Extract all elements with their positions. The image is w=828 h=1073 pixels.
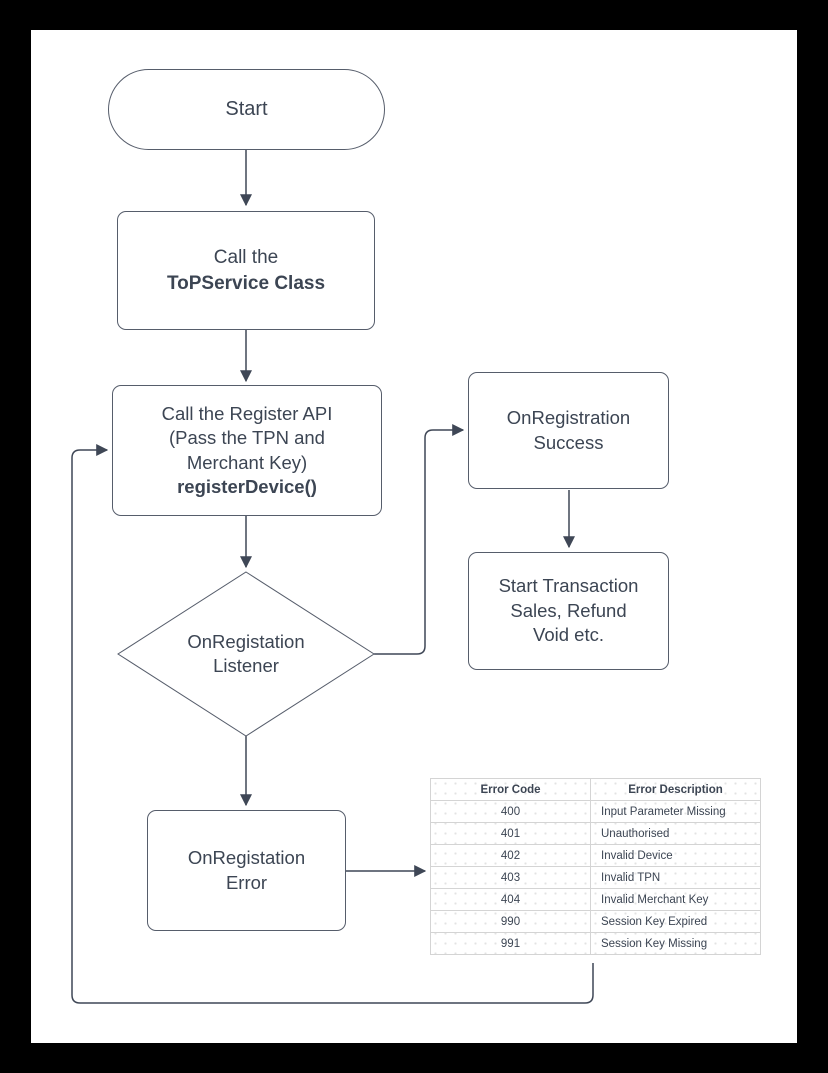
error-table-row bbox=[431, 889, 761, 911]
node-register-line-2: (Pass the TPN and bbox=[169, 427, 325, 449]
node-transaction-line-1: Start Transaction bbox=[498, 575, 639, 597]
error-description-cell: Invalid Merchant Key bbox=[591, 889, 761, 911]
node-register-line-1: Call the Register API bbox=[161, 402, 333, 424]
node-topservice-line-2: ToPService Class bbox=[166, 272, 326, 294]
node-register-api bbox=[112, 385, 382, 516]
node-registration-success bbox=[468, 372, 669, 489]
error-table-header-row bbox=[431, 779, 761, 801]
node-register-line-4: registerDevice() bbox=[177, 475, 317, 497]
error-description-header: Error Description bbox=[591, 779, 761, 801]
node-success-line-2: Success bbox=[533, 431, 604, 453]
error-table-row bbox=[431, 867, 761, 889]
error-code-cell: 401 bbox=[431, 823, 591, 845]
node-error-line-2: Error bbox=[225, 871, 268, 893]
error-description-cell: Unauthorised bbox=[591, 823, 761, 845]
error-code-cell: 403 bbox=[431, 867, 591, 889]
error-description-cell: Invalid TPN bbox=[591, 867, 761, 889]
node-topservice-line-1: Call the bbox=[213, 247, 279, 269]
error-code-cell: 991 bbox=[431, 933, 591, 955]
error-table-row bbox=[431, 801, 761, 823]
error-code-cell: 990 bbox=[431, 911, 591, 933]
error-description-cell: Invalid Device bbox=[591, 845, 761, 867]
error-description-cell: Input Parameter Missing bbox=[591, 801, 761, 823]
node-listener-line-2: Listener bbox=[213, 655, 279, 676]
node-topservice-class bbox=[117, 211, 375, 330]
node-start-label: Start bbox=[225, 98, 268, 121]
node-error-line-1: OnRegistation bbox=[187, 847, 306, 869]
node-transaction-line-3: Void etc. bbox=[533, 624, 604, 646]
error-table-row bbox=[431, 933, 761, 955]
error-table-row bbox=[431, 823, 761, 845]
connector-listener-to-success bbox=[374, 430, 463, 654]
error-table-row bbox=[431, 911, 761, 933]
error-table-row bbox=[431, 845, 761, 867]
error-description-cell: Session Key Expired bbox=[591, 911, 761, 933]
error-description-cell: Session Key Missing bbox=[591, 933, 761, 955]
node-registration-listener bbox=[146, 608, 346, 700]
node-register-line-3: Merchant Key) bbox=[186, 451, 308, 473]
error-code-header: Error Code bbox=[431, 779, 591, 801]
error-code-cell: 400 bbox=[431, 801, 591, 823]
error-code-cell: 402 bbox=[431, 845, 591, 867]
error-code-cell: 404 bbox=[431, 889, 591, 911]
node-registration-error bbox=[147, 810, 346, 931]
error-table-body bbox=[431, 801, 761, 955]
node-transaction-line-2: Sales, Refund bbox=[510, 599, 627, 621]
node-success-line-1: OnRegistration bbox=[506, 407, 631, 429]
error-table-header bbox=[431, 779, 761, 801]
error-code-table bbox=[430, 778, 761, 955]
node-start bbox=[108, 69, 385, 150]
node-listener-line-1: OnRegistation bbox=[187, 630, 305, 652]
node-start-transaction bbox=[468, 552, 669, 670]
